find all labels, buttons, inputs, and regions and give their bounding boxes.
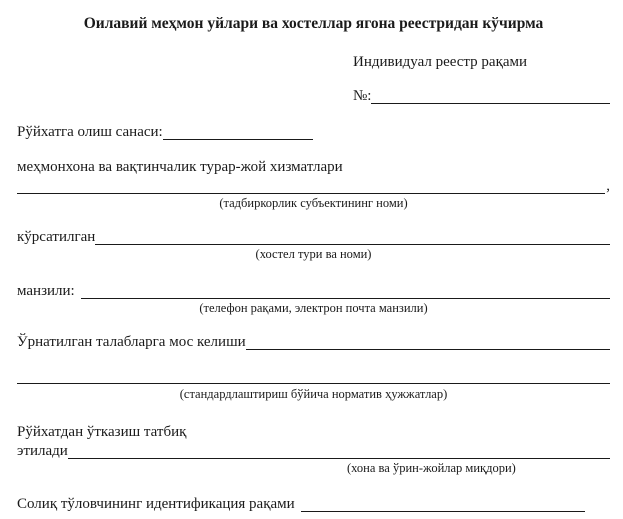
business-entity-row — [17, 177, 610, 196]
compliance-label: Ўрнатилган талабларга мос келиши — [17, 334, 246, 350]
services-text: меҳмонхона ва вақтинчалик турар-жой хизматлари — [17, 159, 343, 175]
hostel-type-blank[interactable] — [95, 244, 610, 245]
address-label: манзили: — [17, 283, 75, 299]
business-entity-caption: (тадбиркорлик субъектининг номи) — [219, 196, 408, 210]
rooms-count-blank[interactable] — [68, 458, 610, 459]
standards-caption: (стандардлаштириш бўйича норматив ҳужжатлар) — [179, 387, 448, 401]
individual-registry-label: Индивидуал реестр рақами — [353, 54, 528, 70]
trailing-comma: , — [606, 178, 610, 194]
registration-date-blank[interactable] — [163, 139, 313, 140]
address-caption: (телефон рақами, электрон почта манзили) — [199, 301, 428, 315]
registry-number-blank[interactable] — [371, 103, 610, 104]
registration-applied-row — [17, 442, 610, 461]
hostel-type-row — [17, 228, 610, 247]
registration-applied-label-line1: Рўйхатдан ўтказиш татбиқ — [17, 424, 187, 440]
registration-date-label: Рўйхатга олиш санаси: — [17, 124, 163, 140]
hostel-type-caption: (хостел тури ва номи) — [255, 247, 372, 261]
registry-number-row — [353, 87, 610, 106]
compliance-blank[interactable] — [246, 349, 610, 350]
address-blank[interactable] — [81, 298, 610, 299]
standards-blank[interactable] — [17, 383, 610, 384]
business-entity-blank[interactable] — [17, 193, 605, 194]
tax-id-row — [17, 495, 610, 514]
tax-id-blank[interactable] — [301, 511, 585, 512]
tax-id-label: Солиқ тўловчининг идентификация рақами — [17, 496, 295, 512]
provided-label: кўрсатилган — [17, 229, 96, 245]
registration-applied-label-line2: этилади — [17, 443, 68, 459]
compliance-row — [17, 333, 610, 352]
registration-date-row — [17, 123, 610, 142]
rooms-count-caption: (хона ва ўрин-жойлар миқдори) — [347, 461, 516, 475]
registry-number-prefix: №: — [353, 88, 372, 104]
standards-row — [17, 367, 610, 386]
address-row — [17, 282, 610, 301]
document-title: Оилавий меҳмон уйлари ва хостеллар ягона реестридан кўчирма — [83, 15, 544, 32]
